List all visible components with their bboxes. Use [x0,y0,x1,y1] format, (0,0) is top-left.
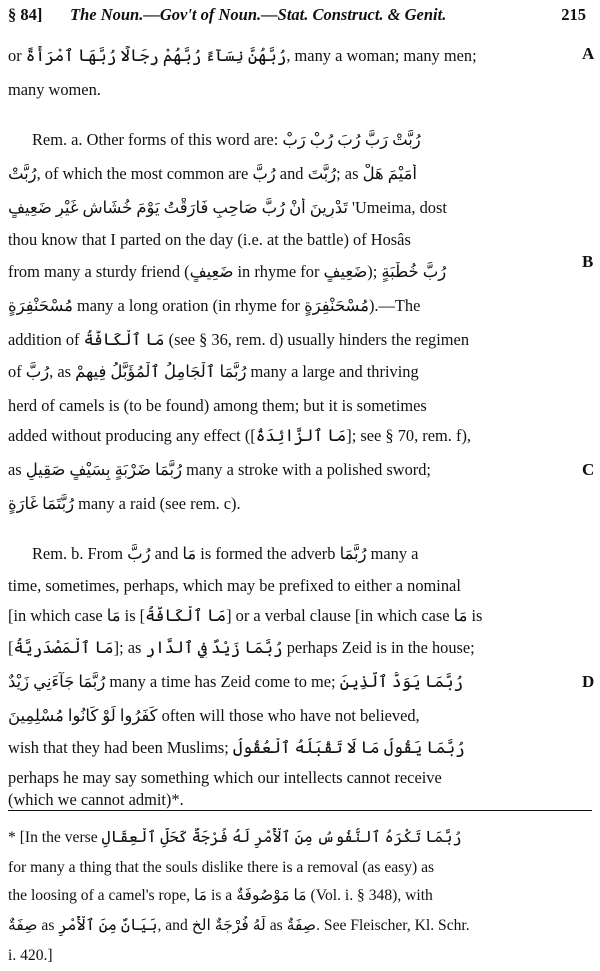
text-line: [مَا ٱلْمَصْدَرِيَّةُ]; as رُبَّمَا زَيْدٌ فِي ٱلدَّارِ perhaps Zeid is in the house; [8,638,475,657]
text-line: added without producing any effect ([مَا ٱلزَّائِدَةُ]; see § 70, rem. f), [8,426,472,445]
text-line: مُسْحَنْفِرَةٍ many a long oration (in rhyme for مُسْحَنْفِرَةٍ).—The [8,296,421,315]
section-number: § 84] [8,5,43,24]
text-line: [in which case مَا is [مَا ٱلْكَافَّةُ] or a verbal clause [in which case مَا is [8,606,483,625]
margin-letter-b: B [582,252,594,271]
text-line: or رُبَّهُنَّ نِسَآءً رُبَّهُمْ رِجَالًا رُبَّهَا ٱمْرَأَةً, many a woman; many men; [8,46,477,65]
text-line: تَدْرِينَ أَنْ رُبَّ صَاحِبٍ فَارَقْتُ يَوْمَ خُشَاشٍ غَيْرِ ضَعِيفٍ 'Umeima, dost [8,198,447,217]
text-line: addition of مَا ٱلْكَافَّةُ (see § 36, rem. d) usually hinders the regimen [8,330,470,349]
text-line: time, sometimes, perhaps, which may be prefixed to either a nominal [8,576,461,595]
running-title: The Noun.—Gov't of Noun.—Stat. Construct. & Genit. [70,5,447,24]
text-line: herd of camels is (to be found) among them; but it is sometimes [8,396,427,415]
text-line: Rem. b. From رُبَّ and مَا is formed the adverb رُبَّمَا many a [32,544,419,563]
text-line: رُبَّتْ, of which the most common are رُبَّ and رُبَّتَ; as أُمَيْمَ هَلْ [8,164,417,183]
text-line: of رُبَّ, as رُبَّمَا ٱلْجَامِلُ ٱلْمُؤَبَّلُ فِيهِمْ many a large and thriving [8,362,419,381]
footnote-rule [8,810,592,811]
footnote-line: the loosing of a camel's rope, مَا is a مَا مَوْصُوفَةٌ (Vol. i. § 348), with [8,887,433,904]
footnote-line: * [In the verse رُبَّمَا تَكْرَهُ ٱلنُّفُوسُ مِنَ ٱلْأَمْرِ لَهُ فُرْجَةٌ كَحَلِّ ٱلْعِقَالِ [8,829,462,846]
margin-letter-a: A [582,44,595,63]
text-line: from many a sturdy friend (ضَعِيفٍ in rhyme for ضَعِيفٍ); رُبَّ خُطْبَةٍ [8,262,447,281]
text-line: رُبَّمَا جَآءَنِي زَيْدٌ many a time has Zeid come to me; رُبَّمَا يَوَدُّ ٱلَّذِينَ [8,672,464,691]
text-line: wish that they had been Muslims; رُبَّمَا يَقُولُ مَا لَا تَقْبَلُهُ ٱلْعُقُولُ [8,738,465,757]
text-line: رُبَّتَمَا غَارَةٍ many a raid (see rem. c). [8,494,241,513]
text-line: Rem. a. Other forms of this word are: رُبَّتْ رَبَّ رُبَ رُبْ رَبْ [32,130,421,149]
running-header [8,2,592,28]
text-line: (which we cannot admit)*. [8,790,184,809]
page-number: 215 [561,5,586,24]
text-line: thou know that I parted on the day (i.e. at the battle) of Hosâs [8,230,411,249]
text-line: كَفَرُوا لَوْ كَانُوا مُسْلِمِينَ often will those who have not believed, [8,706,420,725]
text-line: as رُبَّمَا ضَرْبَةٍ بِسَيْفٍ صَقِيلٍ many a stroke with a polished sword; [8,460,431,479]
text-line: perhaps he may say something which our intellects cannot receive [8,768,442,787]
footnote-line: for many a thing that the souls dislike there is a removal (as easy) as [8,859,435,876]
margin-letter-d: D [582,672,595,691]
footnote-line: i. 420.] [8,947,53,964]
footnote-line: صِفَةٌ as بَيَانٌ مِنَ ٱلْأَمْرِ, and لَهُ فُرْجَةٌ الخ as صِفَةٌ. See Fleischer, Kl. Schr. [8,917,470,934]
text-line: many women. [8,80,101,99]
margin-letter-c: C [582,460,595,479]
